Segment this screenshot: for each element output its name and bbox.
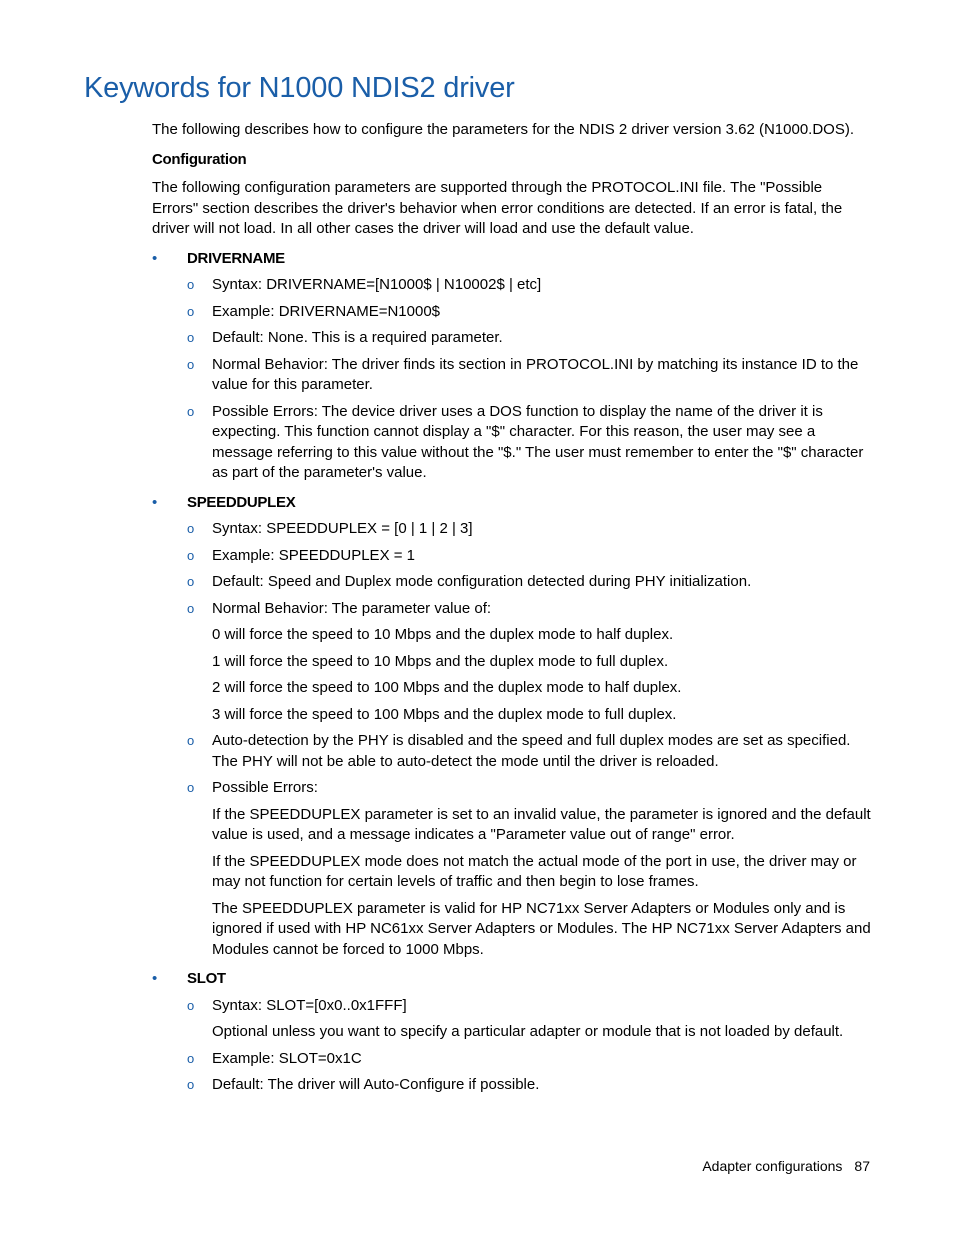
drivername-syntax: o Syntax: DRIVERNAME=[N1000$ | N10002$ | etc] <box>152 275 872 296</box>
slot-default: o Default: The driver will Auto-Configure if possible. <box>152 1075 872 1096</box>
sub-bullet-icon: o <box>187 547 195 563</box>
sub-bullet-icon: o <box>187 1050 195 1066</box>
speedduplex-example: o Example: SPEEDDUPLEX = 1 <box>152 546 872 567</box>
drivername-label: DRIVERNAME <box>187 249 285 267</box>
speedduplex-default: o Default: Speed and Duplex mode configuration detected during PHY initialization. <box>152 572 872 593</box>
speedduplex-value-2: 2 will force the speed to 100 Mbps and the duplex mode to half duplex. <box>212 679 682 696</box>
speedduplex-normal-behavior: o Normal Behavior: The parameter value of: <box>152 599 872 620</box>
intro-paragraph: The following describes how to configure the parameters for the NDIS 2 driver version 3.62 (N1000.DOS). <box>152 121 854 138</box>
speedduplex-error-1: If the SPEEDDUPLEX mode does not match the actual mode of the port in use, the driver may or may not function for certain levels of traffic and then begin to lose frames. <box>212 852 857 890</box>
sub-bullet-icon: o <box>187 277 195 292</box>
sub-bullet-icon: o <box>187 403 195 419</box>
sub-bullet-icon: o <box>187 997 195 1013</box>
slot-syntax: o Syntax: SLOT=[0x0..0x1FFF] <box>152 996 872 1017</box>
drivername-default: o Default: None. This is a required parameter. <box>152 328 872 349</box>
speedduplex-value-0: 0 will force the speed to 10 Mbps and the duplex mode to half duplex. <box>212 626 674 643</box>
sub-bullet-icon: o <box>187 733 195 748</box>
drivername-example: o Example: DRIVERNAME=N1000$ <box>152 302 872 323</box>
sub-bullet-icon: o <box>187 600 195 616</box>
speedduplex-error-0: If the SPEEDDUPLEX parameter is set to an invalid value, the parameter is ignored and the default value is used, and a message indicates a "Parameter value out of range" error. <box>212 805 871 843</box>
page-footer <box>702 1158 870 1174</box>
page-number: 87 <box>854 1158 870 1174</box>
sub-bullet-icon: o <box>187 1077 195 1092</box>
speedduplex-bullet <box>152 493 872 514</box>
slot-label: SLOT <box>187 970 226 987</box>
drivername-normal-behavior: o Normal Behavior: The driver finds its section in PROTOCOL.INI by matching its instance ID to the value for this parameter. <box>187 355 859 393</box>
sub-bullet-icon: o <box>187 330 195 345</box>
speedduplex-label: SPEEDDUPLEX <box>187 493 296 511</box>
speedduplex-autodetect: o Auto-detection by the PHY is disabled and the speed and full duplex modes are set as specified. The PHY will not be able to auto-detect the mode until the driver is reloaded. <box>187 732 851 770</box>
sub-bullet-icon: o <box>187 780 195 795</box>
bullet-icon: • <box>152 970 157 987</box>
sub-bullet-icon: o <box>187 521 195 536</box>
drivername-possible-errors: o Possible Errors: The device driver uses a DOS function to display the name of the driver it is expecting. This function cannot display a "$" character. For this reason, the user may see a message referring to this value without the "$." The user must remember to enter the "$" character as part of the parameter's value. <box>187 402 864 481</box>
speedduplex-value-1: 1 will force the speed to 10 Mbps and the duplex mode to full duplex. <box>212 652 669 670</box>
page-title: Keywords for N1000 NDIS2 driver <box>84 72 515 104</box>
slot-example: o Example: SLOT=0x1C <box>152 1049 872 1070</box>
speedduplex-possible-errors: o Possible Errors: <box>152 778 872 799</box>
speedduplex-syntax: o Syntax: SPEEDDUPLEX = [0 | 1 | 2 | 3] <box>152 519 872 540</box>
slot-optional-note: Optional unless you want to specify a particular adapter or module that is not loaded by default. <box>212 1023 844 1040</box>
sub-bullet-icon: o <box>187 303 195 319</box>
sub-bullet-icon: o <box>187 356 195 372</box>
page-content <box>152 120 872 1102</box>
bullet-icon: • <box>152 493 157 511</box>
footer-section-title: Adapter configurations <box>702 1158 843 1174</box>
sub-bullet-icon: o <box>187 574 195 589</box>
configuration-heading: Configuration <box>152 150 247 168</box>
slot-bullet <box>152 969 872 990</box>
speedduplex-error-2: The SPEEDDUPLEX parameter is valid for HP NC71xx Server Adapters or Modules only and is ignored if used with HP NC61xx Server Adapters or Modules. The HP NC71xx Server Adapters and Modules cannot be forced to 1000 Mbps. <box>212 899 871 958</box>
drivername-bullet <box>152 249 872 270</box>
speedduplex-value-3: 3 will force the speed to 100 Mbps and the duplex mode to full duplex. <box>212 705 677 723</box>
configuration-paragraph: The following configuration parameters are supported through the PROTOCOL.INI file. The "Possible Errors" section describes the driver's behavior when error conditions are detected. If an error is fatal, the driver will not load. In all other cases the driver will load and use the default value. <box>152 179 843 237</box>
bullet-icon: • <box>152 249 157 267</box>
